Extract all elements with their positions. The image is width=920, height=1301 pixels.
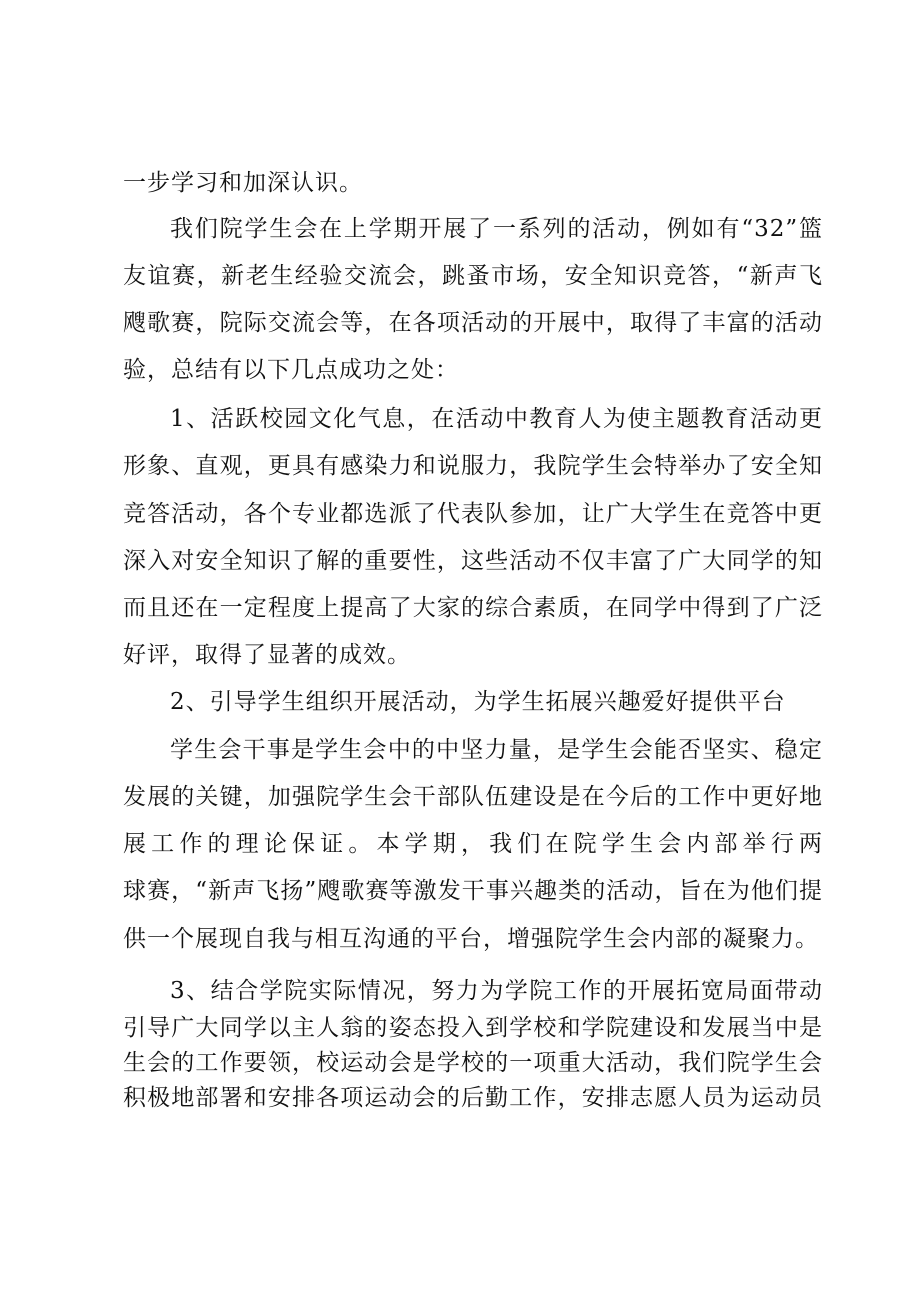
text-line: 学生会干事是学生会中的中坚力量，是学生会能否坚实、稳定 <box>170 737 823 763</box>
text-line: 2、引导学生组织开展活动，为学生拓展兴趣爱好提供平台 <box>170 689 786 715</box>
text-line: 发展的关键，加强院学生会干部队伍建设是在今后的工作中更好地 <box>123 784 823 810</box>
text-line: 深入对安全知识了解的重要性，这些活动不仅丰富了广大同学的知 <box>123 548 823 574</box>
text-line: 我们院学生会在上学期开展了一系列的活动，例如有“32”篮 <box>170 216 823 242</box>
text-line: 竞答活动，各个专业都选派了代表队参加，让广大学生在竞答中更 <box>123 501 823 527</box>
text-line: 友谊赛，新老生经验交流会，跳蚤市场，安全知识竞答，“新声飞 <box>123 263 823 289</box>
text-line: 引导广大同学以主人翁的姿态投入到学校和学院建设和发展当中是 <box>123 1015 823 1041</box>
text-line: 球赛，“新声飞扬”飕歌赛等激发干事兴趣类的活动，旨在为他们提 <box>123 878 823 904</box>
text-line: 供一个展现自我与相互沟通的平台，增强院学生会内部的凝聚力。 <box>123 926 819 952</box>
text-line: 积极地部署和安排各项运动会的后勤工作，安排志愿人员为运动员 <box>123 1085 823 1111</box>
text-line: 生会的工作要领，校运动会是学校的一项重大活动，我们院学生会 <box>123 1050 823 1076</box>
text-line: 验，总结有以下几点成功之处： <box>123 357 459 383</box>
text-line: 3、结合学院实际情况，努力为学院工作的开展拓宽局面带动 <box>170 978 823 1004</box>
text-line: 1、活跃校园文化气息，在活动中教育人为使主题教育活动更 <box>170 406 823 432</box>
text-line: 而且还在一定程度上提高了大家的综合素质，在同学中得到了广泛 <box>123 595 823 621</box>
text-line: 展工作的理论保证。本学期，我们在院学生会内部举行两 <box>123 831 823 857</box>
text-line: 一步学习和加深认识。 <box>123 170 363 196</box>
text-line: 飕歌赛，院际交流会等，在各项活动的开展中，取得了丰富的活动 <box>123 310 823 336</box>
text-line: 形象、直观，更具有感染力和说服力，我院学生会特举办了安全知 <box>123 453 823 479</box>
text-line: 好评，取得了显著的成效。 <box>123 642 411 668</box>
